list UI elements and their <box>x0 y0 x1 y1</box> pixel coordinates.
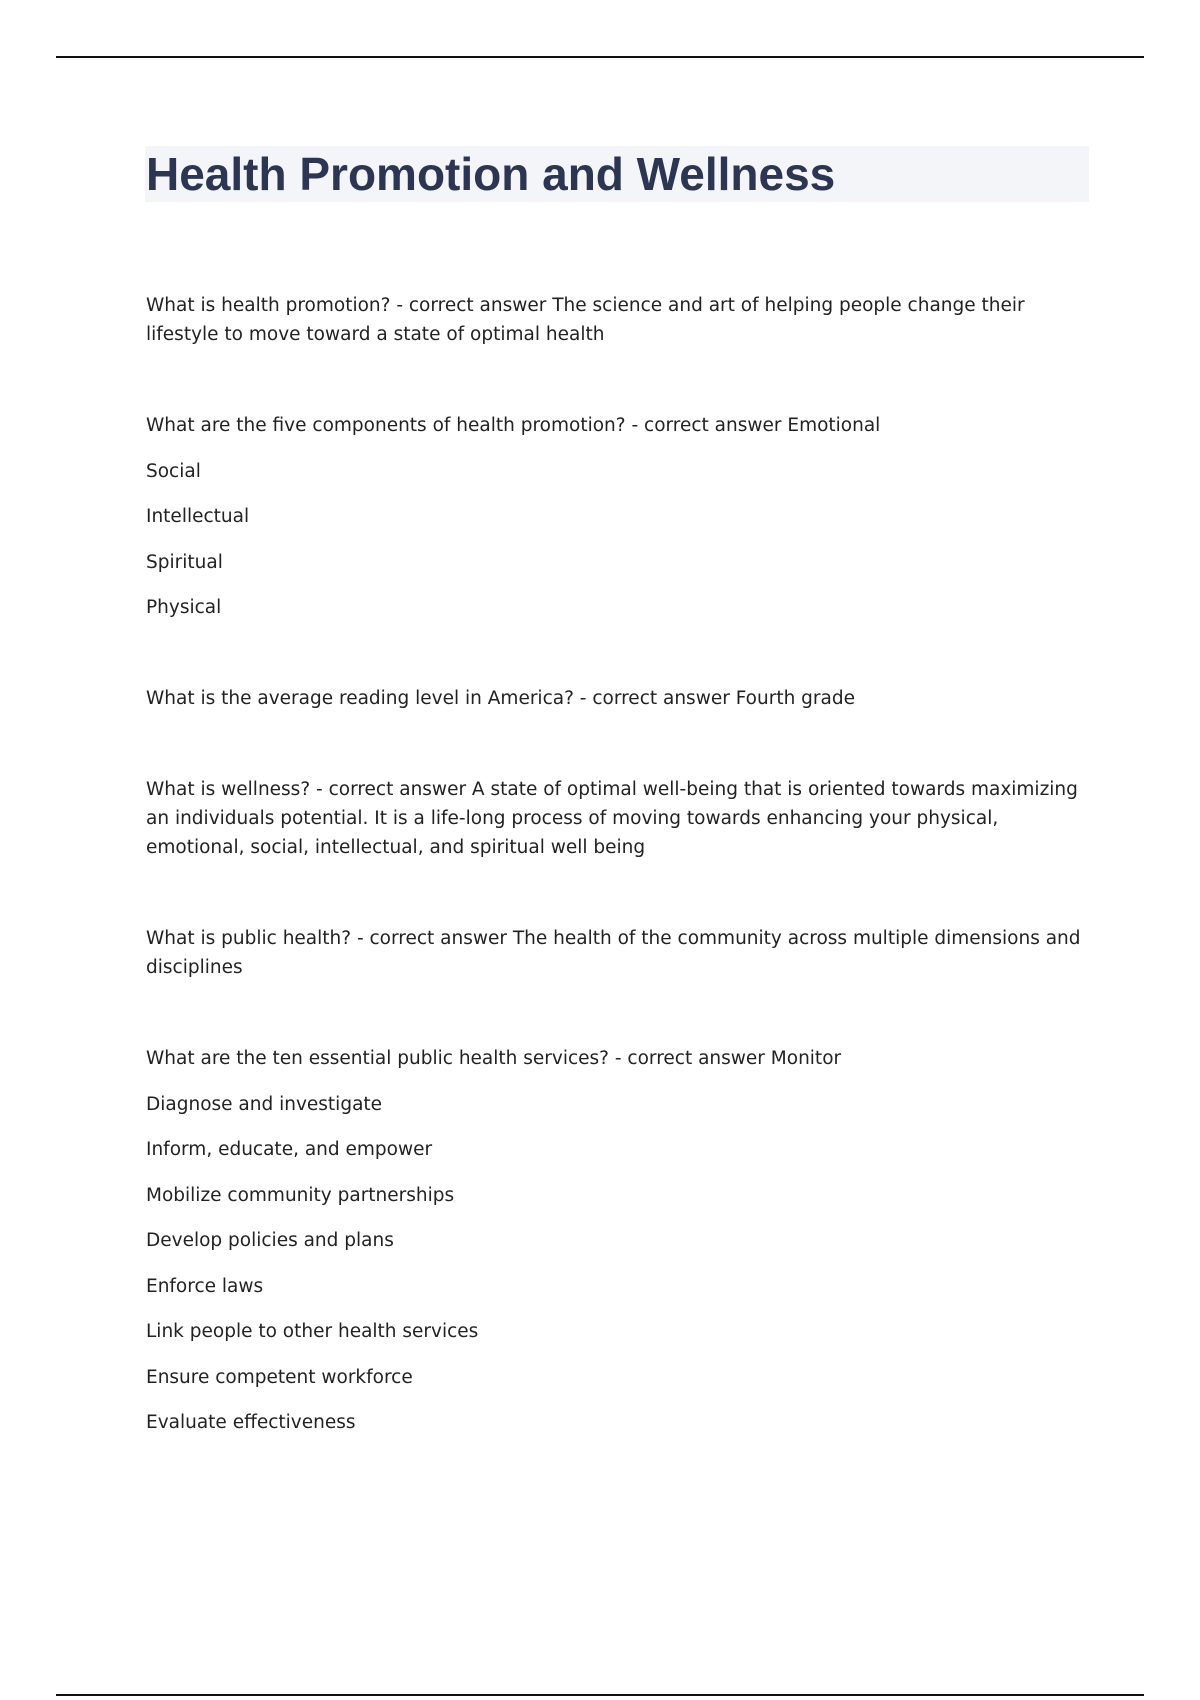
qa-ten-services: What are the ten essential public health services? - correct answer Monitor <box>146 1048 842 1069</box>
list-item: Spiritual <box>146 552 223 573</box>
list-item: Diagnose and investigate <box>146 1094 383 1115</box>
list-item: Inform, educate, and empower <box>146 1139 433 1160</box>
list-item: Intellectual <box>146 506 250 527</box>
footer-rule <box>56 1694 1144 1696</box>
qa-reading-level: What is the average reading level in America? - correct answer Fourth grade <box>146 688 855 709</box>
list-item: Evaluate effectiveness <box>146 1412 356 1433</box>
list-item: Develop policies and plans <box>146 1230 394 1251</box>
list-item: Link people to other health services <box>146 1321 479 1342</box>
qa-public-health: What is public health? - correct answer The health of the community across multiple dimensions and disciplines <box>146 928 1081 978</box>
qa-wellness: What is wellness? - correct answer A state of optimal well-being that is oriented towards maximizing an individuals potential. It is a life-long process of moving towards enhancing your physical, emotional, social, intellectual, and spiritual well being <box>146 779 1078 858</box>
list-item: Mobilize community partnerships <box>146 1185 455 1206</box>
list-item: Social <box>146 461 201 482</box>
list-item: Physical <box>146 597 222 618</box>
qa-five-components: What are the five components of health promotion? - correct answer Emotional <box>146 415 881 436</box>
page-title: Health Promotion and Wellness <box>146 148 836 200</box>
header-rule <box>56 56 1144 58</box>
list-item: Ensure competent workforce <box>146 1367 413 1388</box>
qa-health-promotion: What is health promotion? - correct answer The science and art of helping people change their lifestyle to move toward a state of optimal health <box>146 295 1025 345</box>
list-item: Enforce laws <box>146 1276 264 1297</box>
